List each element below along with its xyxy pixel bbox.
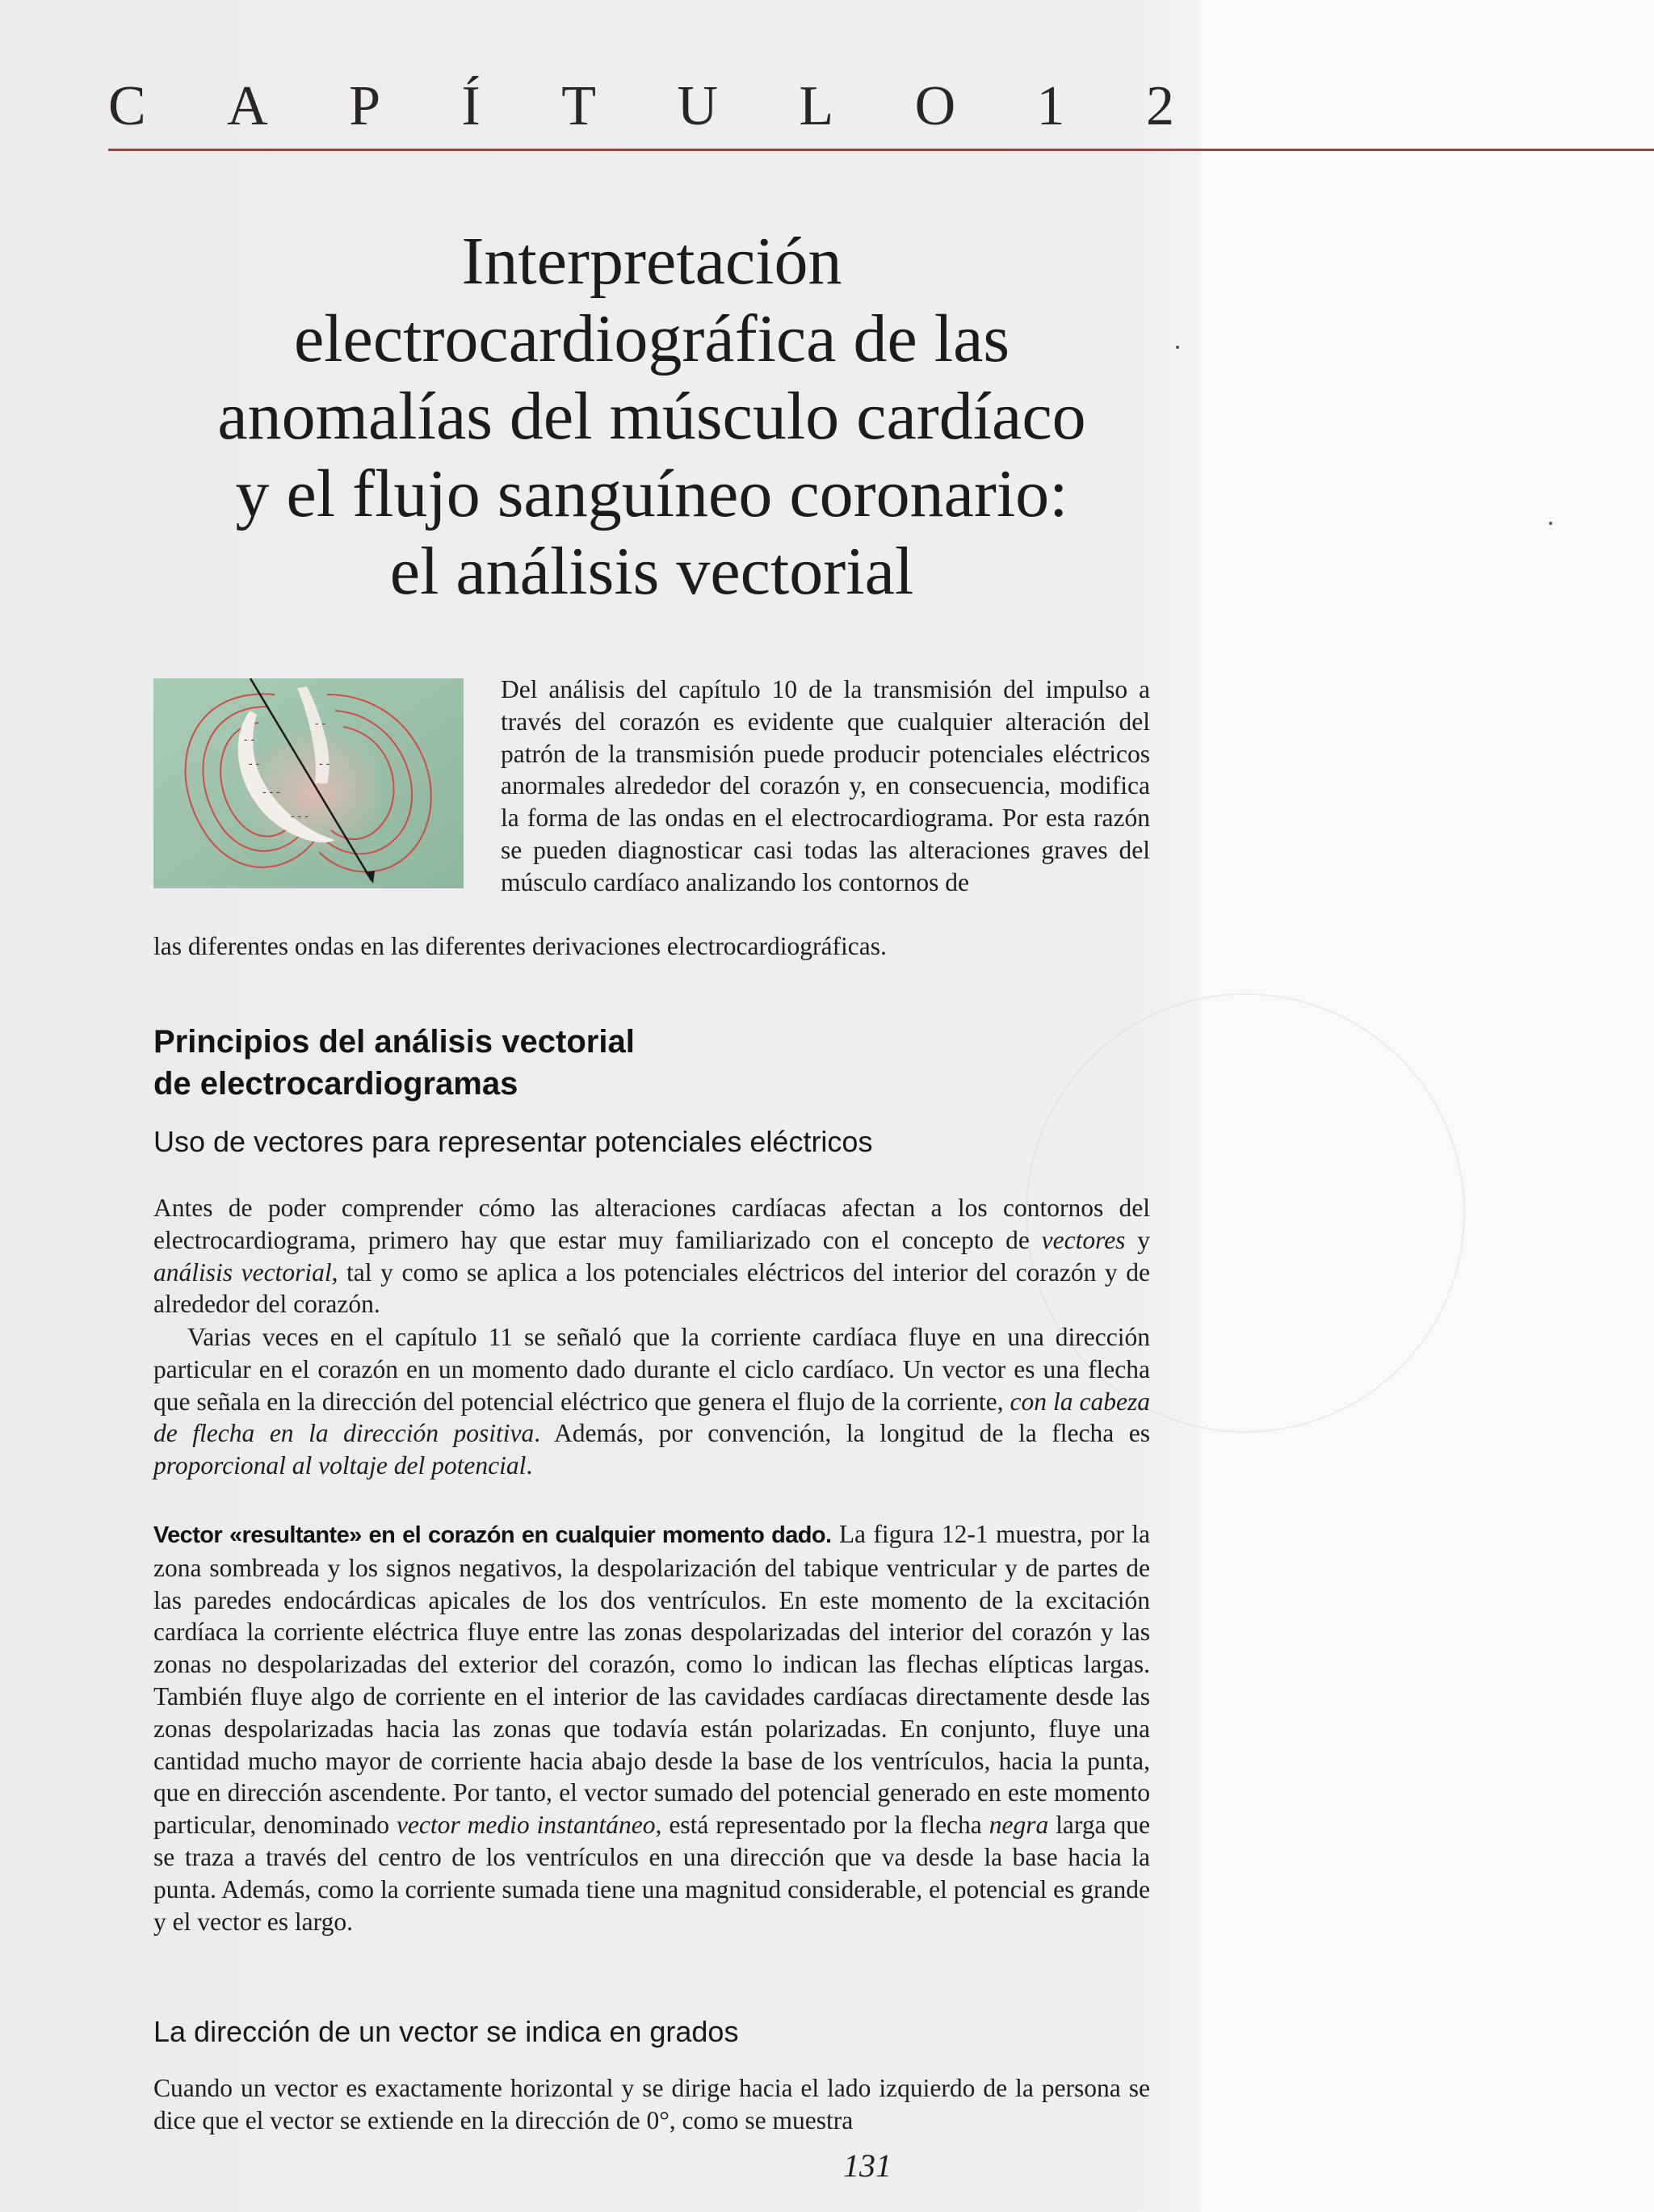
speck: [1549, 522, 1552, 525]
title-line: electrocardiográfica de las: [293, 301, 1010, 376]
svg-text:- - -: - - -: [262, 785, 280, 798]
text-run: . Además, por convención, la longitud de la flecha es: [534, 1419, 1151, 1448]
title-line: Interpretación: [461, 224, 842, 299]
text-run: La figura 12-1 muestra, por la zona sombreada y los signos negativos, la despolarización del tabique ventricular y de partes de las paredes endocárdicas apicales de los dos ventrículos. En este momento de la excitación cardíaca la corriente eléctrica fluye entre las zonas despolarizadas del interior del corazón y las zonas no despolarizadas del exterior del corazón, como lo indican las flechas elípticas largas. También fluye algo de corriente en el interior de las cavidades cardíacas directamente desde las zonas despolarizadas hacia las zonas que todavía están polarizadas. En conjunto, fluye una cantidad mucho mayor de corriente hacia abajo desde la base de los ventrículos, hacia la punta, que en dirección ascendente. Por tanto, el vector sumado del potencial generado en este momento particular, denominado: [153, 1520, 1150, 1840]
chapter-letter: U: [677, 75, 718, 137]
body-paragraph: Cuando un vector es exactamente horizontal y se dirige hacia el lado izquierdo de la persona se dice que el vector se extiende en la dirección de 0°, como se muestra: [153, 2074, 1150, 2134]
chapter-letter: Í: [461, 75, 481, 137]
chapter-letter: C: [108, 75, 146, 137]
text-run: larga que se traza a través del centro de los ventrículos en una dirección que va desde la base hacia la punta. Además, como la corriente sumada tiene una magnitud considerable, el potencial es grande y el vector es largo.: [153, 1811, 1151, 1936]
section-heading-line: Principios del análisis vectorial: [153, 1024, 635, 1060]
section-heading-line: de electrocardiogramas: [153, 1066, 518, 1102]
intro-paragraph-tail: las diferentes ondas en las diferentes derivaciones electrocardiográficas.: [153, 932, 887, 960]
emphasis: vectores: [1041, 1225, 1126, 1254]
heart-vector-figure-thumbnail: [153, 678, 464, 888]
chapter-letter: A: [227, 75, 268, 137]
svg-text:- -: - -: [244, 732, 255, 745]
body-paragraph: [153, 1518, 1150, 1937]
chapter-number-digit: 2: [1145, 75, 1174, 137]
page-number: 131: [843, 2147, 892, 2184]
text-run: Antes de poder comprender cómo las alteraciones cardíacas afectan a los contornos del electrocardiograma, primero hay que estar muy familiarizado con el concepto de: [153, 1194, 1150, 1254]
run-in-heading: Vector «resultante» en el corazón en cualquier momento dado.: [153, 1522, 832, 1548]
chapter-letter: L: [799, 75, 834, 137]
intro-paragraph: Del análisis del capítulo 10 de la transmisión del impulso a través del corazón es evidente que cualquier alteración del patrón de la transmisión puede producir potenciales eléctricos anormales alrededor del corazón y, en consecuencia, modifica la forma de las ondas en el electrocardiograma. Por esta razón se pueden diagnosticar casi todas las alteraciones graves del músculo cardíaco analizando los contornos de: [501, 675, 1150, 896]
chapter-letter: O: [914, 75, 956, 137]
text-run: , tal y como se aplica a los potenciales eléctricos del interior del corazón y de alrededor del corazón.: [153, 1257, 1150, 1319]
subsection-heading: Uso de vectores para representar potenciales eléctricos: [153, 1125, 873, 1158]
text-run: , está representado por la flecha: [655, 1811, 989, 1840]
title-line: el análisis vectorial: [389, 534, 914, 609]
title-line: y el flujo sanguíneo coronario:: [235, 456, 1068, 531]
svg-text:- -: - -: [319, 757, 330, 770]
text-run: .: [526, 1451, 533, 1480]
header-rule: [108, 149, 1654, 151]
svg-text:- -: - -: [315, 716, 326, 729]
chapter-letter: P: [349, 75, 381, 137]
emphasis: proporcional al voltaje del potencial: [153, 1451, 527, 1480]
emphasis: negra: [989, 1811, 1049, 1840]
body-paragraph: [153, 1192, 1150, 1320]
chapter-title: [108, 223, 1195, 611]
emphasis: vector medio instantáneo: [396, 1811, 656, 1840]
text-run: Varias veces en el capítulo 11 se señaló que la corriente cardíaca fluye en una dirección particular en el corazón en un momento dado durante el ciclo cardíaco. Un vector es una flecha que señala en la dirección del potencial eléctrico que genera el flujo de la corriente,: [153, 1323, 1150, 1416]
emphasis: análisis vectorial: [153, 1257, 332, 1286]
chapter-letter: T: [561, 75, 596, 137]
chapter-number-digit: 1: [1036, 75, 1065, 137]
text-run: y: [1125, 1225, 1151, 1254]
svg-text:- - -: - - -: [291, 809, 309, 822]
subsection-heading: La dirección de un vector se indica en grados: [153, 2015, 739, 2048]
chapter-header: [108, 74, 1174, 139]
emphasis: con la cabeza de flecha en la dirección positiva: [153, 1387, 1150, 1448]
title-line: anomalías del músculo cardíaco: [217, 379, 1086, 454]
body-paragraph: [153, 1321, 1150, 1482]
svg-text:- -: - -: [249, 757, 260, 770]
section-heading: [153, 1021, 961, 1105]
